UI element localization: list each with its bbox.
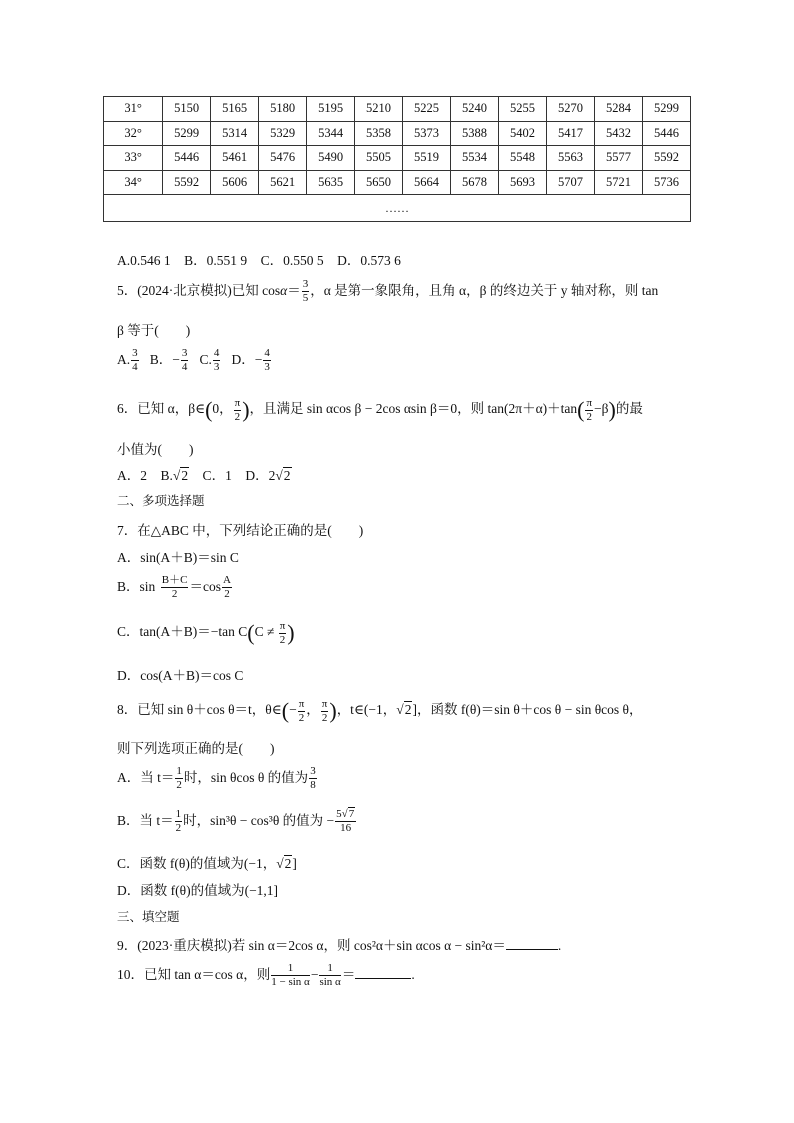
value-cell: 5150 — [163, 97, 211, 122]
value-cell: 5402 — [499, 121, 547, 146]
q5-opt-c-frac: $\frac{4}{3}$ — [213, 347, 220, 374]
q9-answer-blank[interactable] — [506, 937, 558, 950]
q5-options: A. $\frac{3}{4}$ B．− $\frac{3}{4}$ C. $\frac{4}{3}$ D．− $\frac{4}{3}$ — [117, 347, 270, 374]
q8-option-b: B．当 t＝ $\frac{1}{2}$ 时，sin³θ − cos³θ 的值为 − $\frac{5√7}{16}$ — [117, 808, 355, 835]
table-row — [104, 97, 691, 122]
value-cell: 5563 — [547, 146, 595, 171]
q7-option-b: B．sin $\frac{B+C}{2}$ ＝cos $\frac{A}{2}$ — [117, 574, 231, 601]
value-cell: 5358 — [355, 121, 403, 146]
value-cell: 5664 — [403, 170, 451, 195]
q5-opt-a-frac: $\frac{3}{4}$ — [132, 347, 138, 374]
q5-opt-d-frac: $\frac{4}{3}$ — [264, 347, 270, 374]
q8-stem-line1: 8．已知 sin θ＋cos θ＝t，θ∈(− $\frac{\pi}{2}$ ， $\frac{\pi}{2}$ )，t∈(−1，√2]，函数 f(θ)＝sin θ＋cos θ − sin θcos θ， — [117, 697, 643, 724]
q5-eq: ＝ — [287, 283, 301, 298]
value-cell: 5373 — [403, 121, 451, 146]
q8-option-a: A．当 t＝ $\frac{1}{2}$ 时，sin θcos θ 的值为 $\frac{3}{8}$ — [117, 765, 316, 792]
value-cell: 5255 — [499, 97, 547, 122]
value-cell: 5329 — [259, 121, 307, 146]
value-cell: 5180 — [259, 97, 307, 122]
q8-option-d: D．函数 f(θ)的值域为(−1,1] — [117, 883, 279, 898]
q7-option-a: A．sin(A＋B)＝sin C — [117, 550, 239, 565]
value-cell: 5678 — [451, 170, 499, 195]
degree-cell: 32° — [104, 121, 163, 146]
value-cell: 5270 — [547, 97, 595, 122]
value-cell: 5519 — [403, 146, 451, 171]
table-row — [104, 146, 691, 171]
value-cell: 5693 — [499, 170, 547, 195]
q7-option-d: D．cos(A＋B)＝cos C — [117, 668, 244, 683]
q5-alpha: α — [280, 283, 288, 298]
q5-text-a: 5．(2024·北京模拟)已知 cos — [117, 283, 281, 298]
value-cell: 5446 — [163, 146, 211, 171]
q6-pi-over-2-b: $\frac{\pi}{2}$ — [586, 396, 593, 423]
q6-pi-over-2: $\frac{\pi}{2}$ — [234, 396, 241, 423]
value-cell: 5592 — [163, 170, 211, 195]
value-cell: 5417 — [547, 121, 595, 146]
section-fill-in: 三、填空题 — [117, 909, 180, 924]
value-cell: 5707 — [547, 170, 595, 195]
q5-opt-b-frac: $\frac{3}{4}$ — [181, 347, 188, 374]
value-cell: 5165 — [211, 97, 259, 122]
q10-answer-blank[interactable] — [355, 966, 411, 979]
value-cell: 5635 — [307, 170, 355, 195]
value-cell: 5548 — [499, 146, 547, 171]
q8-stem-line2: 则下列选项正确的是( ) — [117, 741, 275, 756]
value-cell: 5650 — [355, 170, 403, 195]
value-cell: 5476 — [259, 146, 307, 171]
value-cell: 5721 — [594, 170, 642, 195]
value-cell: 5592 — [642, 146, 690, 171]
value-cell: 5314 — [211, 121, 259, 146]
value-cell: 5299 — [163, 121, 211, 146]
table-row — [104, 170, 691, 195]
value-cell: 5505 — [355, 146, 403, 171]
degree-cell: 34° — [104, 170, 163, 195]
q5-stem-line2: β 等于( ) — [117, 323, 191, 338]
value-cell: 5299 — [642, 97, 690, 122]
value-cell: 5606 — [211, 170, 259, 195]
value-cell: 5284 — [594, 97, 642, 122]
value-cell: 5736 — [642, 170, 690, 195]
value-cell: 5195 — [307, 97, 355, 122]
value-cell: 5446 — [642, 121, 690, 146]
value-cell: 5432 — [594, 121, 642, 146]
q9: 9．(2023·重庆模拟)若 sin α＝2cos α，则 cos²α＋sin αcos α − sin²α＝ . — [117, 938, 562, 953]
q5-text-b: ，α 是第一象限角，且角 α，β 的终边关于 y 轴对称，则 tan — [310, 283, 659, 298]
value-cell: 5461 — [211, 146, 259, 171]
q7-stem: 7．在△ABC 中，下列结论正确的是( ) — [117, 523, 364, 538]
q6-stem-line2: 小值为( ) — [117, 442, 194, 457]
value-cell: 5210 — [355, 97, 403, 122]
q10: 10．已知 tan α＝cos α，则 $\frac{1}{\text{1 − sin α}}$ − $\frac{1}{\text{sin α}}$ ＝ . — [117, 962, 415, 989]
value-cell: 5490 — [307, 146, 355, 171]
value-cell: 5344 — [307, 121, 355, 146]
q8-option-c: C．函数 f(θ)的值域为(−1，√2] — [117, 856, 297, 871]
value-cell: 5240 — [451, 97, 499, 122]
q7-option-c: C．tan(A＋B)＝−tan C(C ≠ $\frac{\pi}{2}$ ) — [117, 619, 295, 646]
q5-fraction: $\frac{3}{5}$ — [302, 278, 309, 305]
q6-stem-line1: 6．已知 α，β∈(0， $\frac{\pi}{2}$ )，且满足 sin αcos β − 2cos αsin β＝0，则 tan(2π＋α)＋tan( $\frac{\pi}{2}$ −β)的最 — [117, 396, 643, 423]
q4-options: A.0.546 1 B．0.551 9 C．0.550 5 D．0.573 6 — [117, 253, 401, 268]
value-cell: 5388 — [451, 121, 499, 146]
value-cell: 5534 — [451, 146, 499, 171]
q5-stem-line1 — [117, 279, 658, 304]
table-row — [104, 121, 691, 146]
value-cell: 5225 — [403, 97, 451, 122]
q6-options: A．2 B.√2 C．1 D．2√2 — [117, 468, 291, 483]
table-row-ellipsis — [104, 195, 691, 222]
sine-value-table — [103, 96, 691, 222]
section-multiple-choice: 二、多项选择题 — [117, 493, 205, 508]
ellipsis-cell: …… — [104, 195, 691, 222]
value-cell: 5621 — [259, 170, 307, 195]
degree-cell: 33° — [104, 146, 163, 171]
degree-cell: 31° — [104, 97, 163, 122]
value-cell: 5577 — [594, 146, 642, 171]
